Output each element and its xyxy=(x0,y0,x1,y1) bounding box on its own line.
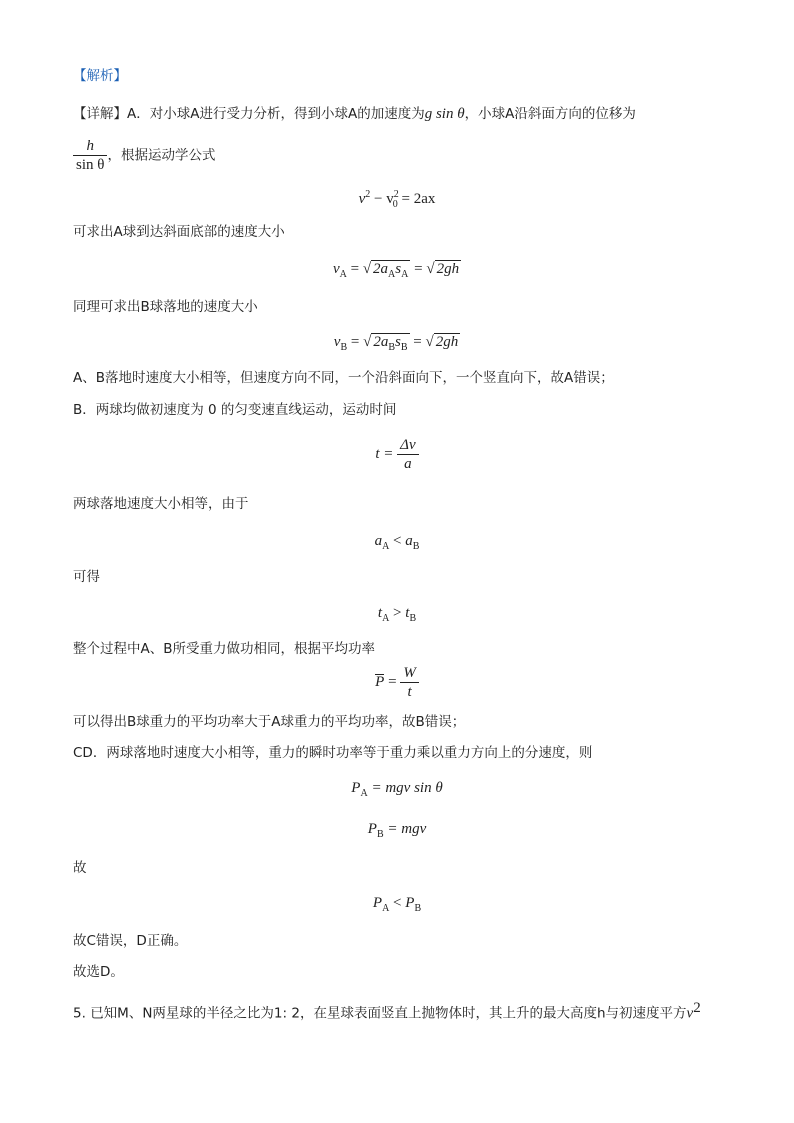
equation-accel-compare: $a_A < a_B$ xyxy=(374,533,420,552)
paragraph-displacement xyxy=(73,137,215,174)
header-label: 解析 xyxy=(86,68,114,84)
text-b-intro: B．两球均做初速度为 0 的匀变速直线运动，运动时间 xyxy=(73,402,397,418)
text-b-conclusion: 可以得出B球重力的平均功率大于A球重力的平均功率，故B错误； xyxy=(73,714,466,730)
p1-tail: ，小球A沿斜面方向的位移为 xyxy=(464,106,636,122)
text-answer: 故选D。 xyxy=(73,964,124,980)
text-cd-intro: CD．两球落地时速度大小相等，重力的瞬时功率等于重力乘以重力方向上的分速度，则 xyxy=(73,745,593,761)
question-number: 5. xyxy=(73,1005,86,1022)
equation-time-compare: $t_A > t_B$ xyxy=(377,605,417,624)
detail-tag: 【详解】 xyxy=(73,106,127,122)
sqrt-vb-1: √ $2a_Bs_B$ xyxy=(363,332,409,356)
text-work-power: 整个过程中A、B所受重力做功相同，根据平均功率 xyxy=(73,641,375,657)
equation-pb: $P_B$ = mgv xyxy=(367,821,427,840)
equation-vb: $v_B$ = √ $2a_Bs_B$ = √ 2gh xyxy=(0,332,794,358)
sqrt-va-1: √ $2a_As_A$ xyxy=(363,259,411,283)
paragraph-a-intro xyxy=(73,105,636,123)
text-cd-conclusion: 故C错误，D正确。 xyxy=(73,933,188,949)
power-fraction: $\frac{W}{t}$ xyxy=(400,664,419,701)
accel-expression: g sin θ xyxy=(424,106,465,122)
time-fraction: $\frac{\Delta v}{a}$ xyxy=(397,436,418,473)
fraction-numerator: h xyxy=(73,137,107,156)
equation-va: $v_A$ = √ $2a_As_A$ = √ 2gh xyxy=(0,259,794,285)
text-therefore-1: 可得 xyxy=(73,569,100,585)
text-find-vb: 同理可求出B球落地的速度大小 xyxy=(73,299,258,315)
text-equal-speed: 两球落地速度大小相等，由于 xyxy=(73,496,249,512)
text-therefore-2: 故 xyxy=(73,860,87,876)
p2-tail: ，根据运动学公式 xyxy=(107,147,216,164)
displacement-fraction xyxy=(73,137,107,174)
question-text: 已知M、N两星球的半径之比为1: 2，在星球表面竖直上抛物体时，其上升的最大高度h与初速度平方 xyxy=(90,1005,687,1022)
equation-pa: $P_A$ = mgv sin θ xyxy=(351,780,443,799)
equation-average-power: P = $\frac{W}{t}$ xyxy=(0,664,794,701)
equation-kinematics: $v^2 - v^2_0 = 2ax$ xyxy=(358,189,436,210)
header-bracket-close: 】 xyxy=(113,68,127,84)
sqrt-vb-2: √ 2gh xyxy=(425,334,459,350)
p1-intro: A．对小球A进行受力分析，得到小球A的加速度为 xyxy=(127,106,425,122)
equation-time: t = $\frac{\Delta v}{a}$ xyxy=(0,436,794,473)
text-find-va: 可求出A球到达斜面底部的速度大小 xyxy=(73,224,285,240)
sqrt-va-2: √ 2gh xyxy=(426,261,460,277)
fraction-denominator: sin θ xyxy=(76,157,105,173)
equation-power-compare: $P_A < P_B$ xyxy=(372,895,422,914)
header-bracket-open: 【 xyxy=(73,68,87,84)
analysis-header xyxy=(73,67,127,85)
question-5: 5. 已知M、N两星球的半径之比为1: 2，在星球表面竖直上抛物体时，其上升的最大高度h与初速度平方$v^2$ xyxy=(73,1000,701,1022)
text-conclusion-a: A、B落地时速度大小相等，但速度方向不同，一个沿斜面向下，一个竖直向下，故A错误； xyxy=(73,370,614,386)
